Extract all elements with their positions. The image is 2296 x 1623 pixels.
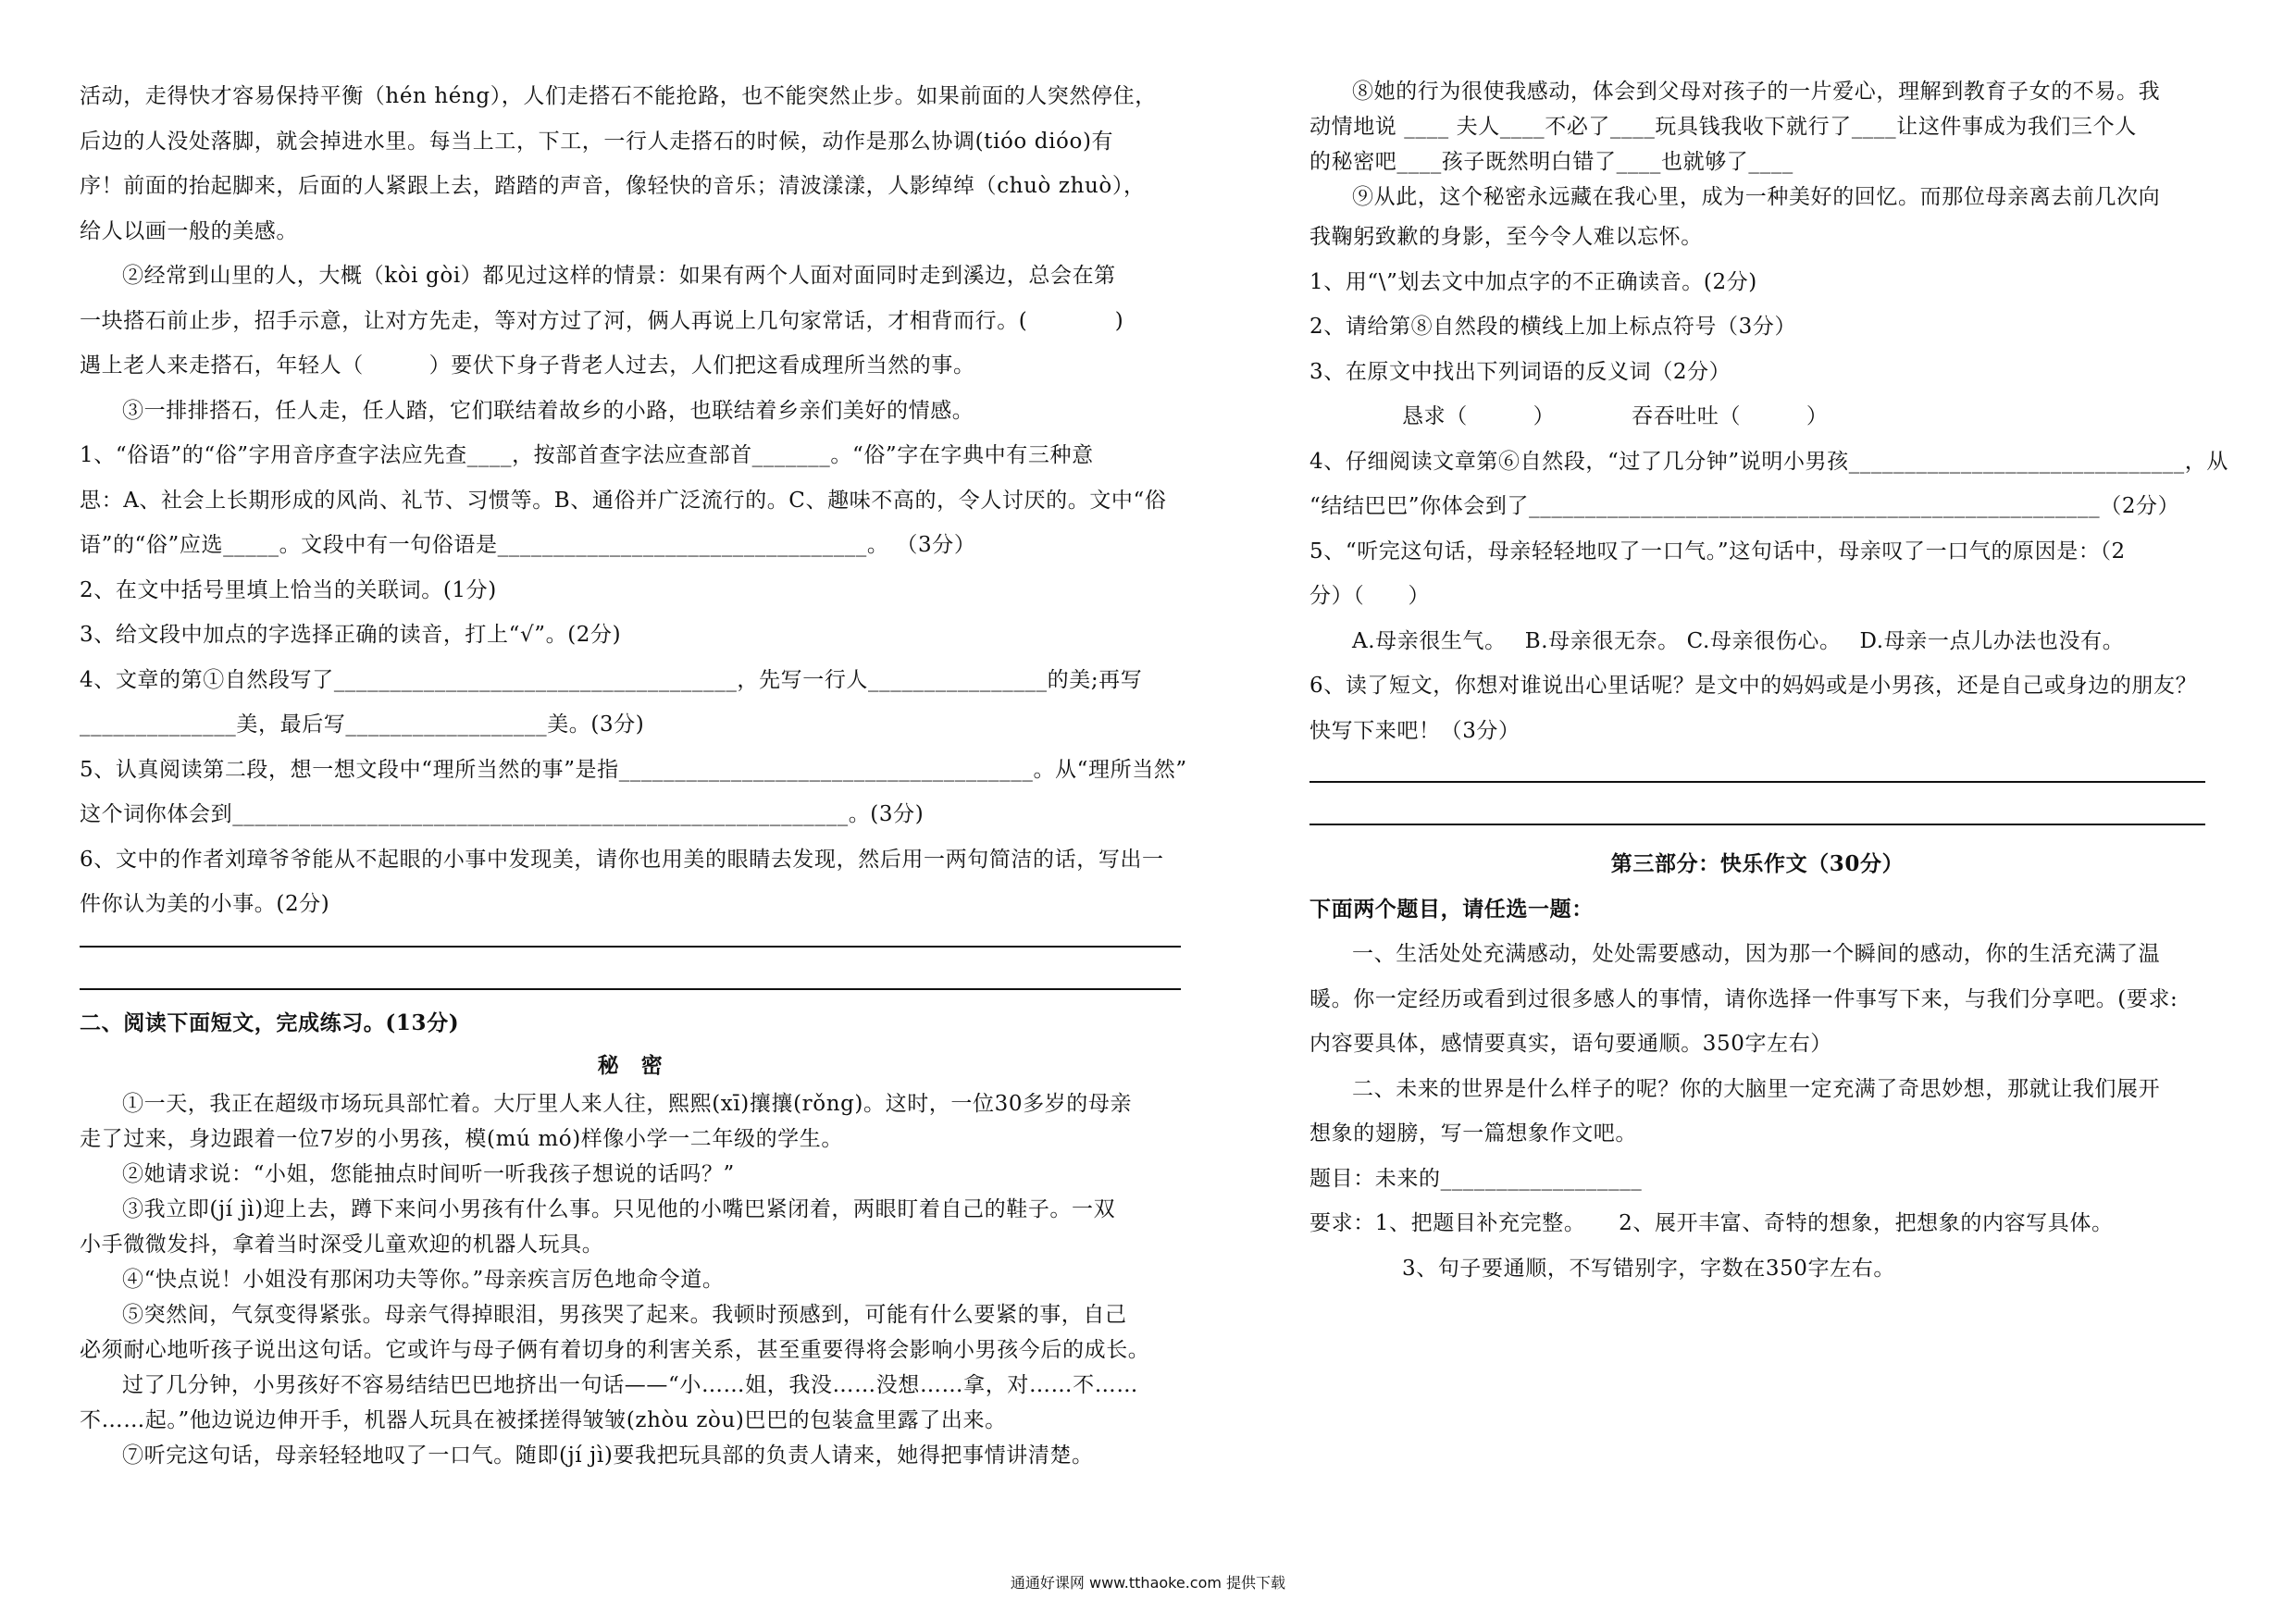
essay-requirements: 要求：1、把题目补充完整。 2、展开丰富、奇特的想象，把想象的内容写具体。 [1309, 1211, 2114, 1235]
essay-line: 暖。你一定经历或看到过很多感人的事情，请你选择一件事写下来，与我们分享吧。(要求: [1309, 986, 2178, 1011]
story-line: 的秘密吧____孩子既然明白错了____也就够了____ [1309, 150, 1793, 174]
question-line: 3、给文段中加点的字选择正确的读音，打上“√”。(2分) [80, 623, 622, 647]
essay-line: 内容要具体，感情要真实，语句要通顺。350字左右） [1309, 1032, 1832, 1056]
text-line: ②经常到山里的人，大概（kòi gòi）都见过这样的情景：如果有两个人面对面同时走到溪边，总会在第 [122, 264, 1116, 288]
question-line: “结结巴巴”你体会到了___________________________________________________（2分） [1309, 494, 2180, 518]
question-line: 思：A、社会上长期形成的风尚、礼节、习惯等。B、通俗并广泛流行的。C、趣味不高的，令人讨厌的。文中“俗 [80, 488, 1167, 513]
text-line: 后边的人没处落脚，就会掉进水里。每当上工，下工，一行人走搭石的时候，动作是那么协调(tióo dióo)有 [80, 129, 1114, 154]
story-line: 小手微微发抖，拿着当时深受儿童欢迎的机器人玩具。 [80, 1233, 604, 1257]
question-line: 2、在文中括号里填上恰当的关联词。(1分) [80, 577, 497, 602]
footer-credit: 通通好课网 www.tthaoke.com 提供下载 [1010, 1574, 1286, 1592]
question-line: 6、读了短文，你想对谁说出心里话呢？是文中的妈妈或是小男孩，还是自己或身边的朋友？ [1309, 674, 2198, 698]
question-line: 2、请给第⑧自然段的横线上加上标点符号（3分） [1309, 315, 1797, 339]
answer-line[interactable] [80, 946, 1181, 948]
question-line: 快写下来吧！（3分） [1309, 718, 1520, 743]
text-line: ③一排排搭石，任人走，任人踏，它们联结着故乡的小路，也联结着乡亲们美好的情感。 [122, 398, 974, 423]
text-line: 给人以画一般的美感。 [80, 218, 298, 243]
story-line: ③我立即(jí jì)迎上去，蹲下来问小男孩有什么事。只见他的小嘴巴紧闭着，两眼盯着自己的鞋子。一双 [122, 1197, 1116, 1221]
question-options: A.母亲很生气。 B.母亲很无奈。 C.母亲很伤心。 D.母亲一点儿办法也没有。 [1352, 628, 2125, 653]
section-title: 二、阅读下面短文，完成练习。(13分) [80, 1010, 460, 1035]
essay-line: 二、未来的世界是什么样子的呢？你的大脑里一定充满了奇思妙想，那就让我们展开 [1352, 1076, 2161, 1101]
story-line: 我鞠躬致歉的身影，至今令人难以忘怀。 [1309, 225, 1703, 249]
text-line: 一块搭石前止步，招手示意，让对方先走，等对方过了河，俩人再说上几句家常话，才相背而行。( ) [80, 308, 1124, 333]
story-line: 必须耐心地听孩子说出这句话。它或许与母子俩有着切身的利害关系，甚至重要得将会影响小男孩今后的成长。 [80, 1338, 1150, 1362]
question-line: 分）（ ） [1309, 584, 1431, 608]
question-line: 件你认为美的小事。(2分) [80, 892, 330, 916]
answer-line[interactable] [1309, 781, 2205, 783]
question-line: 4、仔细阅读文章第⑥自然段，“过了几分钟”说明小男孩______________________________，从 [1309, 449, 2228, 474]
text-line: 活动，走得快才容易保持平衡（hén héng），人们走搭石不能抢路，也不能突然止步。如果前面的人突然停住， [80, 84, 1157, 108]
question-line: 这个词你体会到_______________________________________________________。(3分) [80, 802, 925, 826]
answer-line[interactable] [80, 988, 1181, 990]
story-line: ②她请求说：“小姐，您能抽点时间听一听我孩子想说的话吗？” [122, 1162, 735, 1186]
question-line: ______________美，最后写__________________美。(3分) [80, 712, 645, 737]
question-line: 3、在原文中找出下列词语的反义词（2分） [1309, 359, 1731, 384]
question-line: 语”的“俗”应选_____。文段中有一句俗语是_________________________________。 （3分） [80, 533, 976, 557]
story-line: 走了过来，身边跟着一位7岁的小男孩，模(mú mó)样像小学一二年级的学生。 [80, 1127, 843, 1151]
question-line: 5、“听完这句话，母亲轻轻地叹了一口气。”这句话中，母亲叹了一口气的原因是：（2 [1309, 539, 2126, 564]
essay-line: 想象的翅膀，写一篇想象作文吧。 [1309, 1121, 1637, 1146]
story-line: 过了几分钟，小男孩好不容易结结巴巴地挤出一句话——“小……姐，我没……没想……拿，对……不…… [122, 1373, 1138, 1397]
text-line: 遇上老人来走搭石，年轻人（ ）要伏下身子背老人过去，人们把这看成理所当然的事。 [80, 353, 975, 378]
question-line: 1、“俗语”的“俗”字用音序查字法应先查____，按部首查字法应查部首_______。“俗”字在字典中有三种意 [80, 443, 1094, 467]
essay-line: 一、生活处处充满感动，处处需要感动，因为那一个瞬间的感动，你的生活充满了温 [1352, 942, 2161, 966]
story-line: ⑨从此，这个秘密永远藏在我心里，成为一种美好的回忆。而那位母亲离去前几次向 [1352, 185, 2161, 209]
question-line: 恳求（ ） 吞吞吐吐（ ） [1402, 404, 1829, 428]
answer-line[interactable] [1309, 824, 2205, 825]
part3-title: 第三部分：快乐作文（30分） [1610, 851, 1905, 876]
story-line: ⑧她的行为很使我感动，体会到父母对孩子的一片爱心，理解到教育子女的不易。我 [1352, 80, 2161, 104]
part3-intro: 下面两个题目，请任选一题： [1309, 896, 1594, 922]
story-line: ①一天，我正在超级市场玩具部忙着。大厅里人来人往，熙熙(xī)攘攘(rǒng)。这时，一位30多岁的母亲 [122, 1092, 1133, 1116]
question-line: 4、文章的第①自然段写了____________________________________，先写一行人________________的美;再写 [80, 667, 1143, 692]
story-line: 动情地说 ____ 夫人____不必了____玩具钱我收下就行了____让这件事成为我们三个人 [1309, 115, 2137, 139]
text-line: 序！前面的抬起脚来，后面的人紧跟上去，踏踏的声音，像轻快的音乐；清波漾漾，人影绰绰（chuò zhuò）， [80, 174, 1146, 198]
right-column [1309, 74, 2235, 1291]
question-line: 6、文中的作者刘璋爷爷能从不起眼的小事中发现美，请你也用美的眼睛去发现，然后用一两句简洁的话，写出一 [80, 847, 1164, 872]
story-line: ⑤突然间，气氛变得紧张。母亲气得掉眼泪，男孩哭了起来。我顿时预感到，可能有什么要紧的事，自己 [122, 1303, 1127, 1327]
essay-requirements: 3、句子要通顺，不写错别字，字数在350字左右。 [1402, 1256, 1895, 1281]
left-column [80, 74, 1236, 1473]
story-title: 秘 密 [597, 1053, 664, 1078]
story-line: ⑦听完这句话，母亲轻轻地叹了一口气。随即(jí jì)要我把玩具部的负责人请来，她得把事情讲清楚。 [122, 1443, 1094, 1468]
question-line: 1、用“\”划去文中加点字的不正确读音。(2分) [1309, 269, 1757, 294]
question-line: 5、认真阅读第二段，想一想文段中“理所当然的事”是指_____________________________________。从“理所当然” [80, 757, 1187, 782]
essay-title-line: 题目：未来的__________________ [1309, 1166, 1643, 1191]
story-line: 不……起。”他边说边伸开手，机器人玩具在被揉搓得皱皱(zhòu zòu)巴巴的包装盒里露了出来。 [80, 1408, 1007, 1432]
story-line: ④“快点说！小姐没有那闲功夫等你。”母亲疾言厉色地命令道。 [122, 1268, 725, 1292]
